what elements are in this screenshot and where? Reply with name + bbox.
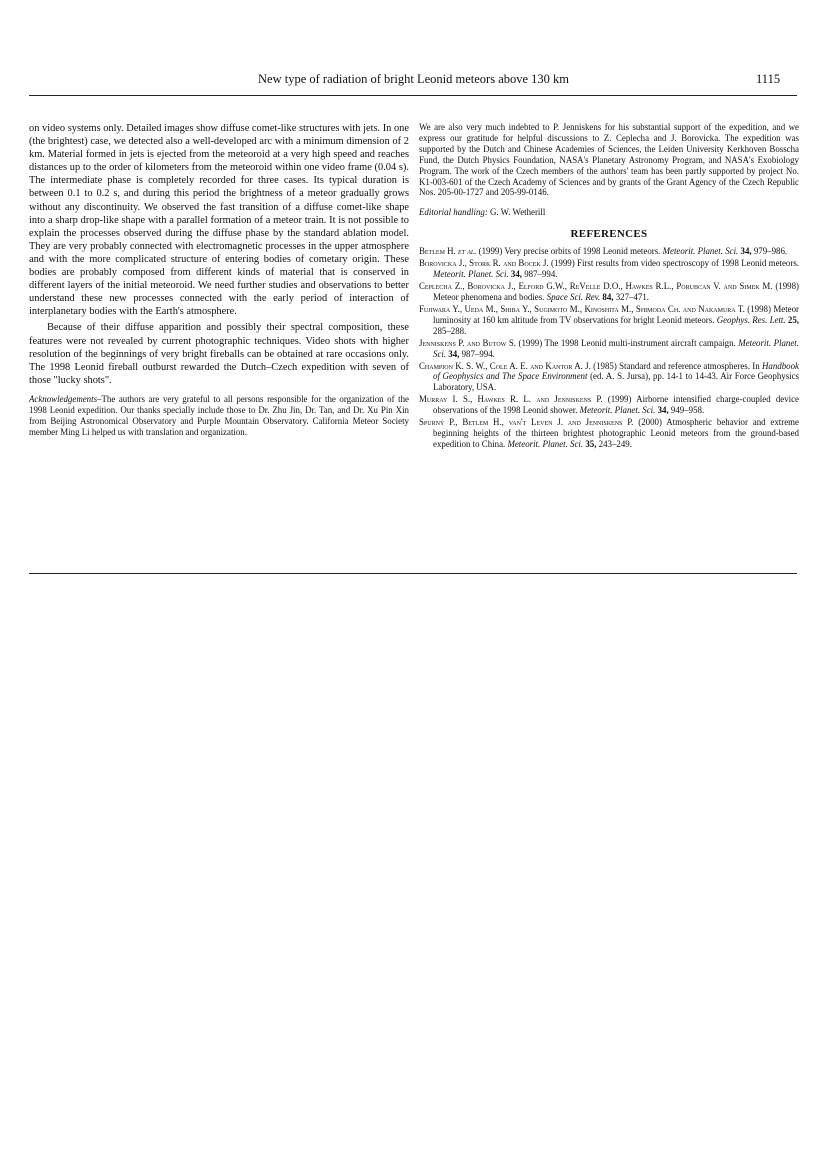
editorial-value: G. W. Wetherill [487, 207, 546, 218]
reference-title: (2000) Atmospheric behavior and extreme beginning heights of the thirteen brightest photographic Leonid meteors from the ground-based expedition to China. [433, 417, 799, 449]
reference-volume: 84, [600, 292, 614, 303]
header-rule [29, 95, 797, 96]
acknowledgements-heading: Acknowledgements [29, 393, 98, 404]
reference-authors: Champion K. S. W., Cole A. E. and Kantor A. J. [419, 360, 591, 371]
reference-volume: 34, [738, 246, 752, 257]
editorial-handling [419, 207, 799, 218]
reference-item [419, 361, 799, 394]
reference-title: (1999) The 1998 Leonid multi-instrument aircraft campaign. [515, 337, 739, 348]
left-column [29, 122, 409, 438]
reference-authors: Ceplecha Z., Borovicka J., Elford G.W., ReVelle D.O., Hawkes R.L., Porubcan V. and Simek M. [419, 281, 773, 292]
reference-authors: Borovicka J., Stork R. and Bocek J. [419, 258, 549, 269]
reference-item [419, 394, 799, 416]
right-column [419, 122, 799, 451]
reference-title: (1999) Airborne intensified charge-coupled device observations of the 1998 Leonid shower. [433, 394, 799, 416]
reference-journal: Geophys. Res. Lett. [716, 314, 786, 325]
reference-title: (1998) Meteor phenomena and bodies. [433, 281, 799, 303]
reference-pages: 987–994. [521, 269, 558, 280]
reference-title: (1985) Standard and reference atmospheres. In [590, 360, 763, 371]
reference-list [419, 246, 799, 449]
reference-journal: Meteorit. Planet. Sci. [662, 246, 739, 257]
reference-pages: 987–994. [459, 348, 495, 359]
reference-authors: Jenniskens P. and Butow S. [419, 337, 516, 348]
reference-title: (1998) Meteor luminosity at 160 km altitude from TV observations for bright Leonid meteors. [433, 303, 799, 325]
reference-journal: Meteorit. Planet. Sci. [433, 269, 509, 280]
acknowledgements-text: –The authors are very grateful to all persons responsible for the organization of the 1998 Leonid expedition. Our thanks specially include those to Dr. Zhu Jin, Dr. Tan, and Dr. Xu Pin Xin from Beijing Astronomical Observatory and Purple Mountain Observatory. California Meteor Society member Ming Li helped us with translation and organization. [29, 393, 409, 437]
reference-journal: Space Sci. Rev. [546, 292, 601, 303]
references-heading: REFERENCES [570, 228, 648, 241]
reference-item [419, 417, 799, 450]
reference-journal: Meteorit. Planet. Sci. [433, 337, 799, 359]
reference-pages: 285–288. [433, 325, 467, 336]
body-paragraph-2: Because of their diffuse apparition and possibly their spectral composition, these features were not revealed by current photographic techniques. Video shots with higher resolution of the beginnings of very bright fireballs can be obtained at rare occasions only. The 1998 Leonid fireball outburst rewarded the Dutch–Czech expedition with seven of those "lucky shots". [29, 322, 409, 386]
reference-title: (1999) Very precise orbits of 1998 Leonid meteors. [476, 246, 663, 257]
acknowledgements-continued: We are also very much indebted to P. Jenniskens for his substantial support of the expedition, and we express our gratitude for helpful discussions to Z. Ceplecha and J. Borovicka. The expedition was supported by the Dutch and Chinese Academies of Sciences, the Leiden University Kerkhoven Bosscha Fund, the Dutch Physics Foundation, NASA's Planetary Astronomy Program, and NASA's Exobiology Program. The work of the Czech members of the authors' team has been partly supported by project No. K1-003-601 of the Czech Academy of Sciences and by grants of the Grant Agency of the Czech Republic Nos. 205-00-1727 and 205-99-0146. [419, 122, 799, 198]
reference-volume: 34, [446, 348, 460, 359]
reference-item [419, 338, 799, 360]
bottom-rule [29, 573, 797, 574]
body-paragraph-1: on video systems only. Detailed images show diffuse comet-like structures with jets. In one (the brightest) case, we detected also a well-developed arc with a minimum dimension of 2 km. Material formed in jets is ejected from the meteoroid at a very high speed and reaches distances up to the order of kilometers from the meteoroid within one video frame (0.04 s). The intermediate phase is completely recorded for three cases. Its typical duration is between 0.1 to 0.2 s, and during this period the brightness of a meteor gradually grows without any discontinuity. We observed the fast transition of a diffuse comet-like shape into a sharp drop-like shape with a parallel formation of a meteor train. It is not possible to explain the processes observed during the diffuse phase by the standard ablation model. They are very probably connected with electromagnetic processes in the upper atmosphere and with the more complicated structure of entering bodies of cometary origin. These bodies are probably composed from different kinds of material that is conserved in different layers of the initial meteoroid. We need further studies and observations to better understand these new processes connected with the early period of interaction of interplanetary bodies with the Earth's atmosphere. [29, 123, 409, 318]
reference-authors: Murray I. S., Hawkes R. L. and Jenniskens P. [419, 394, 603, 405]
reference-item [419, 258, 799, 280]
reference-pages: (ed. A. S. Jursa), pp. 14-1 to 14-43. Air Force Geophysics Laboratory, USA. [433, 371, 800, 393]
reference-volume: 25, [785, 314, 799, 325]
reference-item [419, 281, 799, 303]
reference-journal: Meteorit. Planet. Sci. [579, 405, 656, 416]
reference-journal: Meteorit. Planet. Sci. [507, 438, 584, 449]
reference-authors: Fujiwara Y., Ueda M., Shiba Y., Sugimoto M., Kinoshita M., Shimoda Ch. and Nakamura T. [419, 303, 745, 314]
running-title: New type of radiation of bright Leonid meteors above 130 km [258, 72, 570, 86]
reference-volume: 35, [583, 438, 597, 449]
editorial-label: Editorial handling: [419, 207, 488, 218]
reference-title: (1999) First results from video spectroscopy of 1998 Leonid meteors. [548, 258, 799, 269]
reference-authors: Betlem H. [419, 246, 458, 257]
acknowledgements [29, 394, 409, 438]
reference-item [419, 304, 799, 337]
reference-journal: Handbook of Geophysics and The Space Environment [433, 360, 799, 382]
reference-volume: 34, [655, 405, 669, 416]
reference-authors: Spurný P., Betlem H., van't Leven J. and Jenniskens P. [419, 417, 634, 428]
reference-pages: 243–249. [596, 438, 632, 449]
reference-item [419, 246, 799, 257]
reference-pages: 979–986. [751, 246, 788, 257]
page-number: 1115 [756, 72, 781, 86]
reference-pages: 949–958. [668, 405, 705, 416]
reference-volume: 34, [508, 269, 522, 280]
reference-authors-etal: et al. [457, 246, 477, 257]
reference-pages: 327–471. [613, 292, 649, 303]
